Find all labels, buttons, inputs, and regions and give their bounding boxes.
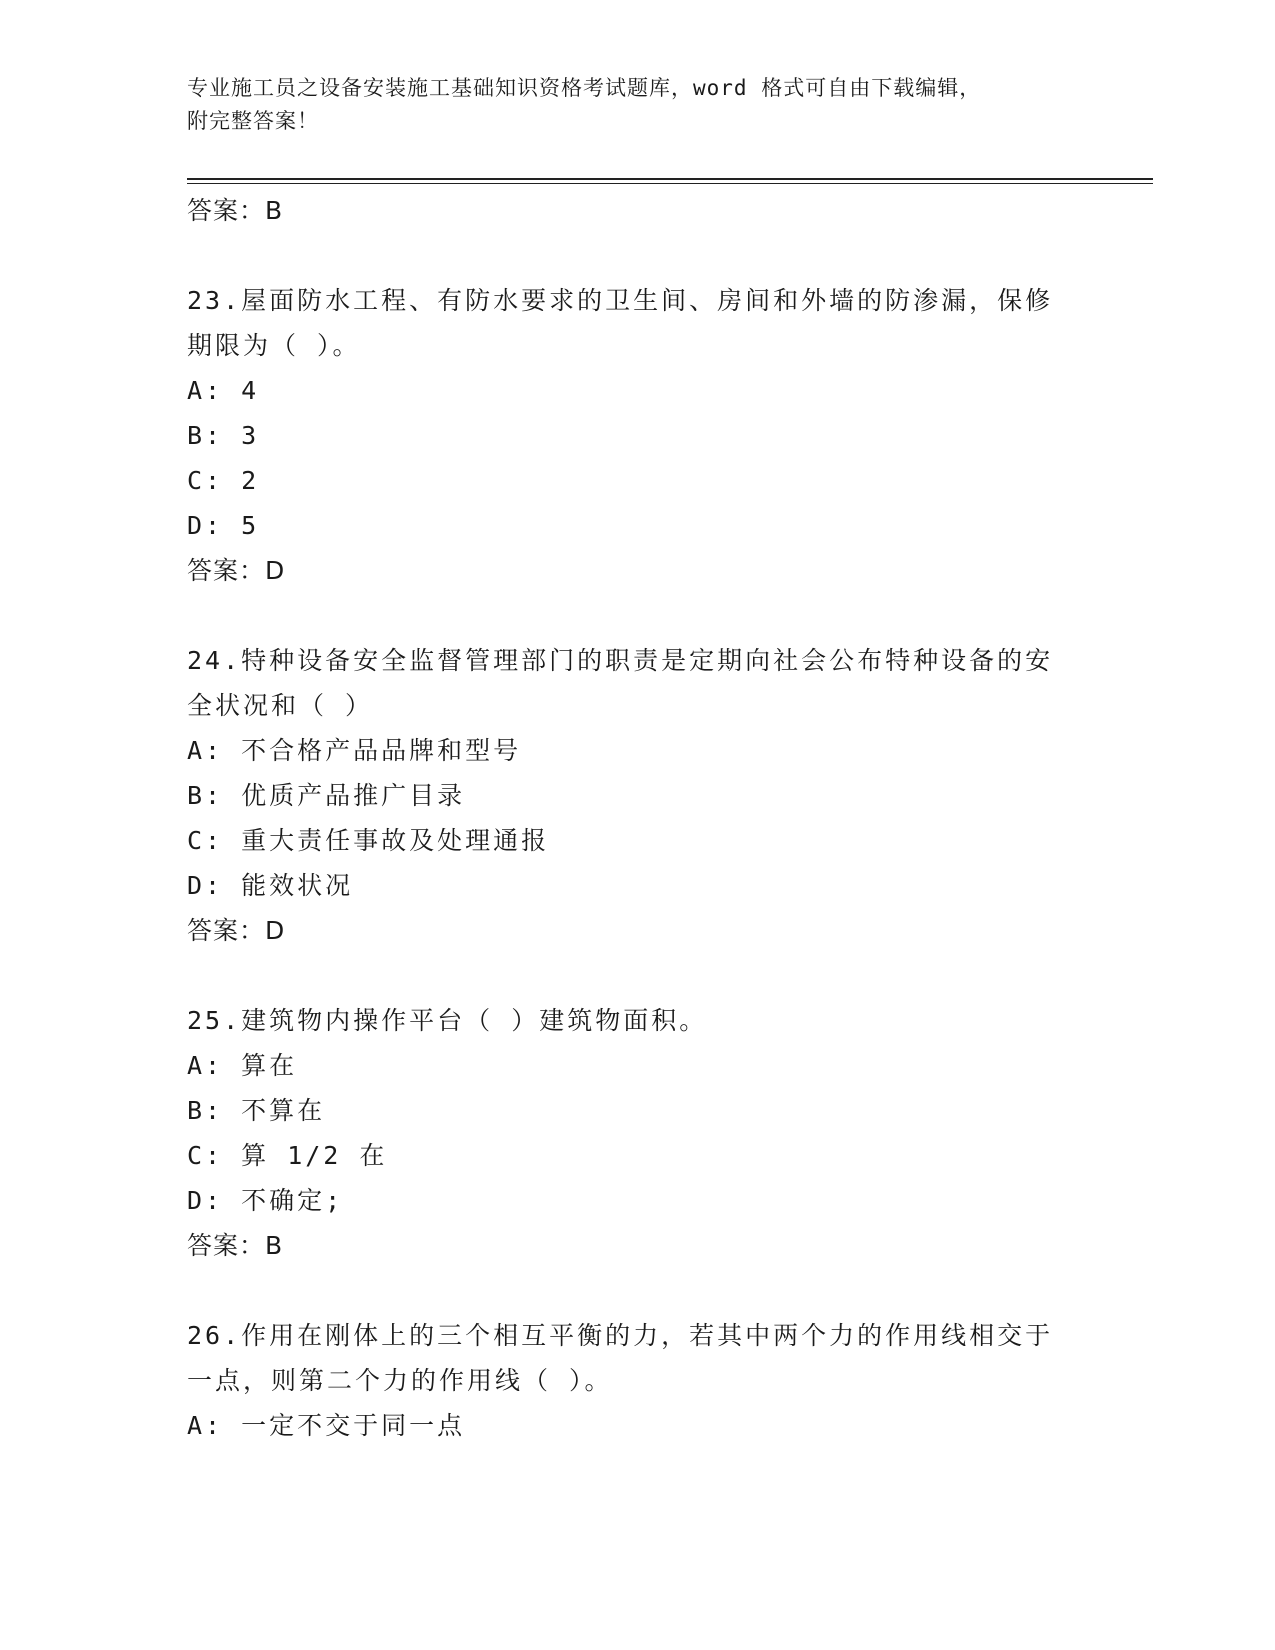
option-a: A: 不合格产品品牌和型号 <box>187 736 522 765</box>
answer-line: 答案：D <box>187 556 286 585</box>
header-line-2: 附完整答案！ <box>187 109 319 133</box>
option-d: D: 能效状况 <box>187 871 354 900</box>
option-d: D: 不确定; <box>187 1186 344 1215</box>
option-a: A: 算在 <box>187 1051 298 1080</box>
answer-line: 答案：B <box>187 196 284 225</box>
question-stem-line-1: 23.屋面防水工程、有防水要求的卫生间、房间和外墙的防渗漏，保修 <box>187 286 1054 315</box>
header-divider <box>187 178 1153 184</box>
header-line-1: 专业施工员之设备安装施工基础知识资格考试题库，word 格式可自由下载编辑， <box>187 76 982 100</box>
option-d: D: 5 <box>187 511 260 540</box>
question-26 <box>187 1313 1087 1448</box>
question-stem-line-1: 24.特种设备安全监督管理部门的职责是定期向社会公布特种设备的安 <box>187 646 1054 675</box>
option-b: B: 3 <box>187 421 260 450</box>
question-stem-line-2: 全状况和（ ） <box>187 691 374 720</box>
answer-line: 答案：B <box>187 1231 284 1260</box>
question-stem-line-1: 26.作用在刚体上的三个相互平衡的力，若其中两个力的作用线相交于 <box>187 1321 1054 1350</box>
question-stem <box>187 638 1077 728</box>
document-header <box>187 72 1087 138</box>
question-23 <box>187 278 1087 593</box>
question-stem <box>187 998 1077 1043</box>
option-a: A: 4 <box>187 376 260 405</box>
option-a: A: 一定不交于同一点 <box>187 1411 466 1440</box>
option-b: B: 优质产品推广目录 <box>187 781 466 810</box>
option-b: B: 不算在 <box>187 1096 326 1125</box>
option-c: C: 2 <box>187 466 260 495</box>
question-stem <box>187 1313 1077 1403</box>
question-stem-line-2: 一点，则第二个力的作用线（ ）。 <box>187 1366 613 1395</box>
question-24 <box>187 638 1087 953</box>
answer-line: 答案：D <box>187 916 286 945</box>
question-stem-line-2: 期限为（ ）。 <box>187 331 361 360</box>
option-c: C: 重大责任事故及处理通报 <box>187 826 550 855</box>
question-stem <box>187 278 1077 368</box>
question-25 <box>187 998 1087 1268</box>
question-list <box>187 188 1087 1448</box>
question-stem-line-1: 25.建筑物内操作平台（ ）建筑物面积。 <box>187 1006 708 1035</box>
option-c: C: 算 1/2 在 <box>187 1141 388 1170</box>
